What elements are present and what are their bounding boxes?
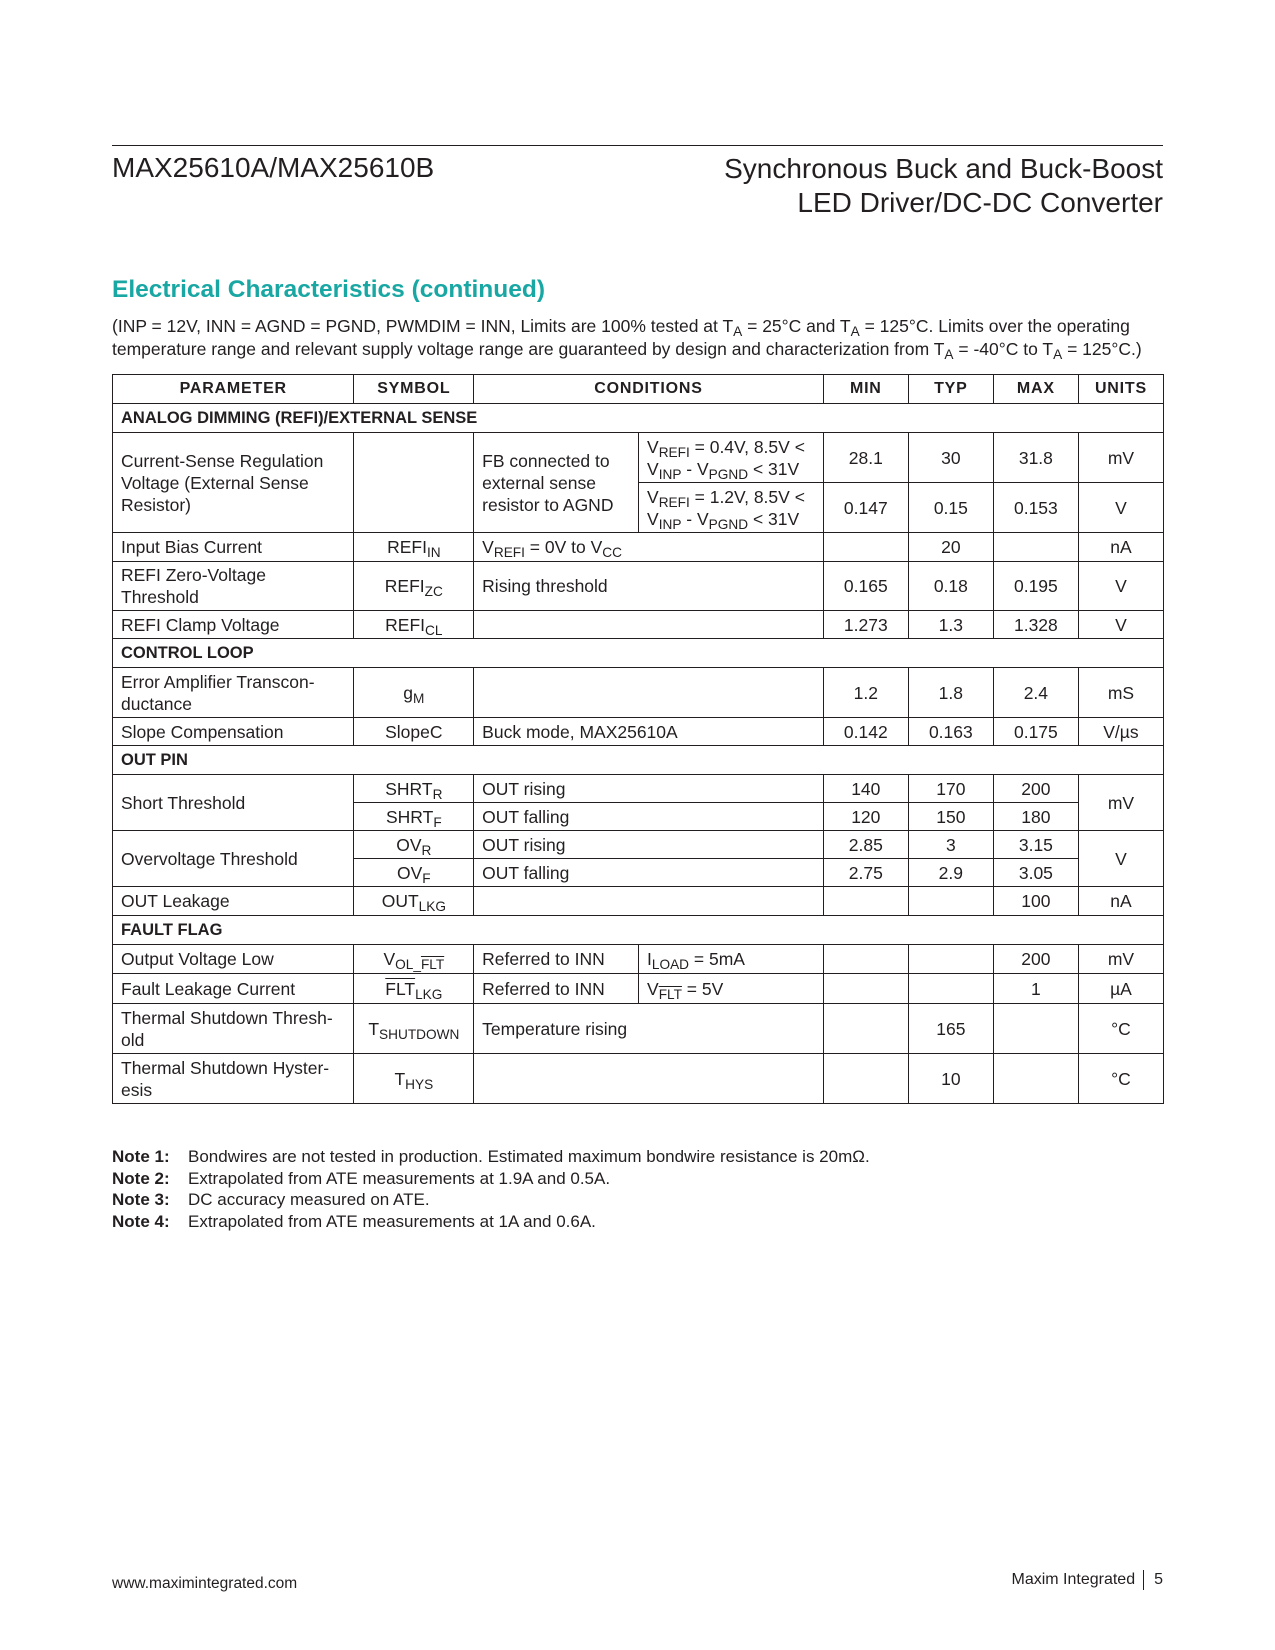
param-cell: Thermal Shutdown Thresh-old [113,1004,354,1054]
symbol-cell: $g_M$ [354,668,474,718]
param-cell: Fault Leakage Current [113,974,354,1004]
max-cell: 1 [993,974,1078,1004]
symbol-cell: $OV_F$ [354,859,474,887]
min-cell: 1.2 [823,668,908,718]
max-cell: 31.8 [993,433,1078,483]
condition-cell [474,887,824,916]
typ-cell: 170 [908,775,993,803]
units-cell: mS [1078,668,1163,718]
col-symbol: SYMBOL [354,375,474,404]
title-line-1: Synchronous Buck and Buck-Boost [724,153,1163,184]
symbol-cell: SlopeC [354,718,474,746]
min-cell: 0.165 [823,562,908,611]
table-row [113,433,1164,483]
table-row [113,775,1164,803]
typ-cell: 1.3 [908,611,993,639]
condition-cell: Referred to INN [474,974,639,1004]
header-rule [112,145,1163,146]
condition-cell: OUT falling [474,859,824,887]
symbol-cell: $T_{SHUTDOWN}$ [354,1004,474,1054]
max-cell [993,533,1078,562]
min-cell: 0.142 [823,718,908,746]
table-row [113,974,1164,1004]
typ-cell: 1.8 [908,668,993,718]
typ-cell [908,887,993,916]
condition-cell: FB connected to external sense resistor to AGND [474,433,639,533]
param-cell: Output Voltage Low [113,945,354,974]
typ-cell: 20 [908,533,993,562]
table-row [113,562,1164,611]
typ-cell: 0.163 [908,718,993,746]
param-cell: REFI Zero-Voltage Threshold [113,562,354,611]
typ-cell [908,974,993,1004]
units-cell: V [1078,483,1163,533]
max-cell: 1.328 [993,611,1078,639]
units-cell: µA [1078,974,1163,1004]
typ-cell: 0.18 [908,562,993,611]
symbol-cell: $REFI_{IN}$ [354,533,474,562]
table-row [113,887,1164,916]
col-max: MAX [993,375,1078,404]
min-cell [823,887,908,916]
condition-cell: OUT rising [474,775,824,803]
condition-cell: $V_{REFI} = 0.4V$, 8.5V < $V_{INP} - V_{PGND} < 31V$ [639,433,824,483]
table-row [113,945,1164,974]
table-row [113,611,1164,639]
part-number: MAX25610A/MAX25610B [112,152,435,183]
condition-cell: OUT rising [474,831,824,859]
col-conditions: CONDITIONS [474,375,824,404]
condition-cell: Temperature rising [474,1004,824,1054]
min-cell: 1.273 [823,611,908,639]
min-cell: 2.75 [823,859,908,887]
max-cell: 200 [993,775,1078,803]
note-item: Note 4: Extrapolated from ATE measurements at 1A and 0.6A. [112,1211,596,1231]
typ-cell: 165 [908,1004,993,1054]
units-cell: mV [1078,433,1163,483]
table-row [113,1004,1164,1054]
units-cell: °C [1078,1004,1163,1054]
condition-cell: Referred to INN [474,945,639,974]
symbol-cell: $REFI_{ZC}$ [354,562,474,611]
max-cell [993,1004,1078,1054]
max-cell [993,1054,1078,1104]
condition-cell [474,611,824,639]
units-cell: mV [1078,945,1163,974]
symbol-cell: $SHRT_R$ [354,775,474,803]
min-cell: 2.85 [823,831,908,859]
max-cell: 0.195 [993,562,1078,611]
col-min: MIN [823,375,908,404]
max-cell: 200 [993,945,1078,974]
section-row: ANALOG DIMMING (REFI)/EXTERNAL SENSE [113,404,1164,433]
col-units: UNITS [1078,375,1163,404]
max-cell: 100 [993,887,1078,916]
min-cell: 0.147 [823,483,908,533]
units-cell: V [1078,562,1163,611]
param-cell: OUT Leakage [113,887,354,916]
max-cell: 0.175 [993,718,1078,746]
electrical-characteristics-table [112,374,1164,1104]
condition-cell: Buck mode, MAX25610A [474,718,824,746]
symbol-cell: $\overline{FLT}_{LKG}$ [354,974,474,1004]
max-cell: 180 [993,803,1078,831]
typ-cell: 2.9 [908,859,993,887]
condition-cell [474,1054,824,1104]
table-row [113,718,1164,746]
footer-separator [1143,1570,1144,1590]
test-conditions: (INP = 12V, INN = AGND = PGND, PWMDIM = INN, Limits are 100% tested at $T_A = 25^\circ C$ and $T_A = 125^\circ C$. Limits over the operating temperature range and relevant supply voltage range are guaranteed by design and characterization from $T_A = -40^\circ C$ to $T_A = 125^\circ C$.) [112,316,1142,363]
param-cell: Thermal Shutdown Hyster-esis [113,1054,354,1104]
units-cell: °C [1078,1054,1163,1104]
table-row [113,668,1164,718]
condition-cell: $I_{LOAD} = 5mA$ [639,945,824,974]
symbol-cell: $REFI_{CL}$ [354,611,474,639]
max-cell: 2.4 [993,668,1078,718]
symbol-cell: $OV_R$ [354,831,474,859]
table-row [113,1054,1164,1104]
note-item: Note 2: Extrapolated from ATE measurements at 1.9A and 0.5A. [112,1168,611,1188]
min-cell: 120 [823,803,908,831]
typ-cell: 3 [908,831,993,859]
typ-cell: 150 [908,803,993,831]
footer-url[interactable]: www.maximintegrated.com [112,1575,298,1592]
param-cell: Current-Sense Regulation Voltage (External Sense Resistor) [113,433,354,533]
units-cell: V [1078,831,1163,887]
condition-cell: Rising threshold [474,562,824,611]
units-cell: nA [1078,887,1163,916]
col-typ: TYP [908,375,993,404]
condition-cell [474,668,824,718]
typ-cell: 30 [908,433,993,483]
param-cell: Slope Compensation [113,718,354,746]
param-cell: Input Bias Current [113,533,354,562]
condition-cell: $V_{REFI} = 1.2V$, 8.5V < $V_{INP} - V_{PGND} < 31V$ [639,483,824,533]
table-row [113,533,1164,562]
min-cell [823,974,908,1004]
typ-cell: 0.15 [908,483,993,533]
footer-company: Maxim Integrated [1011,1571,1136,1589]
param-cell: Overvoltage Threshold [113,831,354,887]
min-cell [823,1054,908,1104]
min-cell [823,1004,908,1054]
col-parameter: PARAMETER [113,375,354,404]
notes [112,1146,870,1232]
note-item: Note 1: Bondwires are not tested in production. Estimated maximum bondwire resistance is 20mΩ. [112,1147,870,1166]
section-row: OUT PIN [113,746,1164,775]
section-title: Electrical Characteristics (continued) [112,276,545,303]
title-line-2: LED Driver/DC-DC Converter [797,187,1163,218]
footer-page-info [1011,1570,1163,1590]
param-cell: REFI Clamp Voltage [113,611,354,639]
symbol-cell: $V_{OL\_\overline{FLT}}$ [354,945,474,974]
typ-cell: 10 [908,1054,993,1104]
section-row: FAULT FLAG [113,916,1164,945]
max-cell: 3.15 [993,831,1078,859]
min-cell [823,533,908,562]
table-header-row [113,375,1164,404]
min-cell: 140 [823,775,908,803]
symbol-cell: $T_{HYS}$ [354,1054,474,1104]
symbol-cell: $OUT_{LKG}$ [354,887,474,916]
section-row: CONTROL LOOP [113,639,1164,668]
condition-cell: OUT falling [474,803,824,831]
units-cell: V/µs [1078,718,1163,746]
note-item: Note 3: DC accuracy measured on ATE. [112,1190,430,1209]
document-title [724,152,1163,220]
table-row [113,831,1164,859]
page-number: 5 [1154,1571,1163,1589]
max-cell: 0.153 [993,483,1078,533]
max-cell: 3.05 [993,859,1078,887]
param-cell: Error Amplifier Transcon-ductance [113,668,354,718]
param-cell: Short Threshold [113,775,354,831]
units-cell: mV [1078,775,1163,831]
condition-cell: $V_{\overline{FLT}} = 5V$ [639,974,824,1004]
units-cell: V [1078,611,1163,639]
min-cell [823,945,908,974]
typ-cell [908,945,993,974]
min-cell: 28.1 [823,433,908,483]
units-cell: nA [1078,533,1163,562]
symbol-cell [354,433,474,533]
condition-cell: $V_{REFI} = 0V$ to $V_{CC}$ [474,533,824,562]
symbol-cell: $SHRT_F$ [354,803,474,831]
